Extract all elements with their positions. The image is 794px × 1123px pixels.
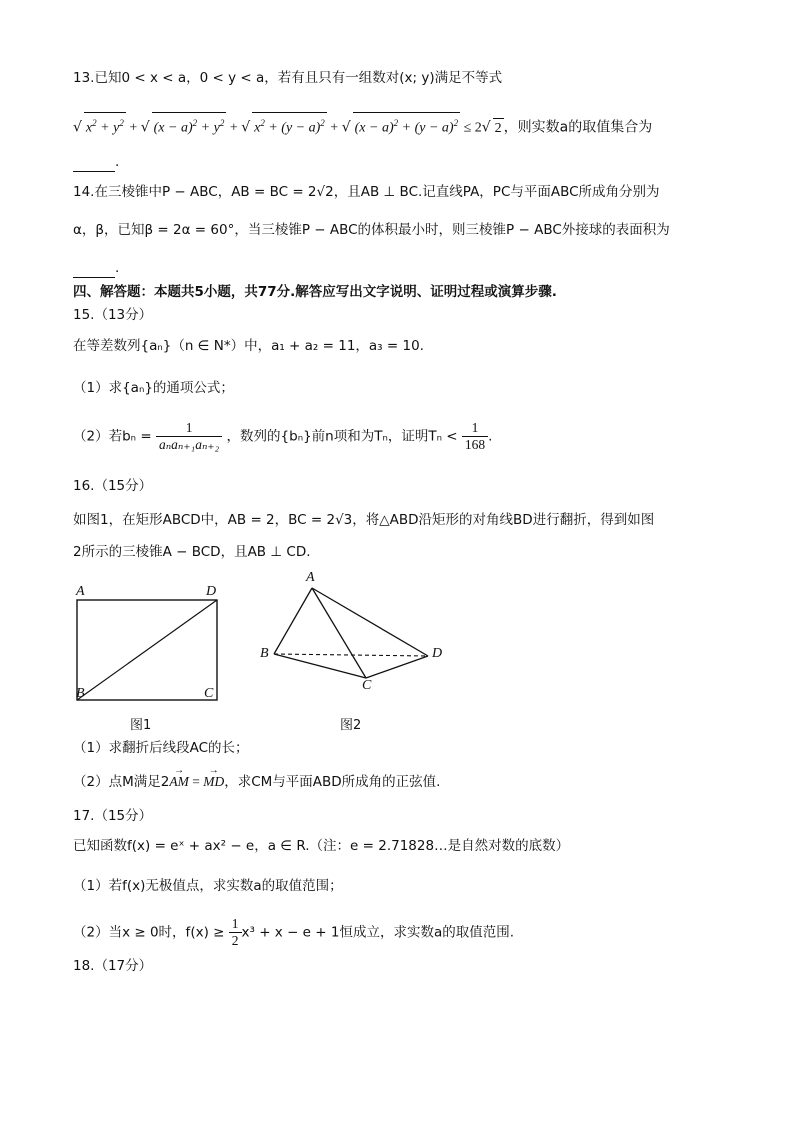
figure2-tetrahedron	[260, 570, 450, 695]
fig2-point-A: A	[306, 570, 315, 585]
q15-frac-b	[156, 420, 222, 453]
q16-stem1: 如图1，在矩形ABCD中，AB = 2，BC = 2√3，将△ABD沿矩形的对角线BD进行翻折，得到如图	[73, 512, 655, 528]
q16-part1: （1）求翻折后线段AC的长；	[73, 740, 249, 756]
fig1-point-B: B	[76, 686, 85, 701]
q14-line2: α，β，已知β = 2α = 60°，当三棱锥P − ABC的体积最小时，则三棱锥P − ABC外接球的表面积为	[73, 222, 670, 238]
q16-p2-eq: =	[188, 774, 204, 789]
q16-p2-b: ，求CM与平面ABD所成角的正弦值.	[224, 774, 441, 790]
q16-vector-AM: → AM	[169, 772, 189, 792]
fig2-point-D: D	[432, 646, 443, 661]
fig1-point-D: D	[206, 584, 217, 599]
fig2-point-B: B	[260, 646, 269, 661]
q15-part2	[73, 420, 492, 453]
q14-answer-blank[interactable]: .	[73, 258, 119, 278]
q15-frac-bound	[462, 420, 488, 453]
q17-frac-half	[229, 916, 242, 949]
q13-answer-blank[interactable]: .	[73, 152, 119, 172]
q17-frac-den: 2	[231, 933, 239, 948]
q17-head: 17.（15分）	[73, 808, 153, 824]
fig1-point-C: C	[204, 686, 214, 701]
q16-vector-MD: → MD	[203, 772, 224, 792]
q15-p2-a: （2）若bₙ =	[73, 428, 152, 445]
q16-stem2: 2所示的三棱锥A − BCD，且AB ⊥ CD.	[73, 544, 311, 560]
q15-frac-den: aₙaₙ₊₁aₙ₊₂	[158, 437, 220, 452]
q17-p2-a: （2）当x ≥ 0时，f(x) ≥	[73, 924, 225, 941]
q15-stem: 在等差数列{aₙ}（n ∈ N*）中，a₁ + a₂ = 11，a₃ = 10.	[73, 338, 424, 354]
q15-frac-den2: 168	[464, 437, 486, 452]
q17-stem: 已知函数f(x) = eˣ + ax² − e，a ∈ R.（注：e = 2.71828…是自然对数的底数）	[73, 838, 570, 854]
fig2-point-C: C	[362, 678, 372, 693]
q15-frac-num: 1	[156, 420, 222, 437]
q15-head: 15.（13分）	[73, 307, 153, 323]
q15-p2-end: .	[488, 428, 493, 445]
q13-suffix: ，则实数a的取值集合为	[503, 119, 653, 136]
q16-head: 16.（15分）	[73, 478, 153, 494]
q16-part2	[73, 772, 440, 792]
q13-inequality: √ $x^2 + y^2$ + √ $(x - a)^2 + y^2$ + √ $x^2 + (y - a)^2$ + √ $(x - a)^2 + (y - a)^2 \le 2√$ 2 ，则实数a的取值集合为	[73, 112, 652, 139]
q17-p2-b: x³ + x − e + 1恒成立，求实数a的取值范围.	[241, 924, 515, 941]
q13-line1: 13.已知0 < x < a，0 < y < a，若有且只有一组数对(x; y)满足不等式	[73, 70, 503, 86]
q17-part1: （1）若f(x)无极值点，求实数a的取值范围；	[73, 878, 343, 894]
q17-part2	[73, 916, 514, 949]
q15-frac-num2: 1	[462, 420, 488, 437]
q18-head: 18.（17分）	[73, 958, 153, 974]
q15-part1: （1）求{aₙ}的通项公式；	[73, 380, 234, 396]
q15-p2-b: ，数列的{bₙ}前n项和为Tₙ，证明Tₙ <	[226, 428, 458, 445]
fig1-label: 图1	[130, 718, 152, 733]
fig1-point-A: A	[76, 584, 85, 599]
q14-line1: 14.在三棱锥中P − ABC，AB = BC = 2√2，且AB ⊥ BC.记直线PA，PC与平面ABC所成角分别为	[73, 184, 660, 200]
fig2-label: 图2	[340, 718, 362, 733]
section-heading: 四、解答题：本题共5小题，共77分.解答应写出文字说明、证明过程或演算步骤.	[73, 284, 557, 300]
q16-p2-a: （2）点M满足2	[73, 774, 170, 790]
q17-frac-num: 1	[229, 916, 242, 933]
